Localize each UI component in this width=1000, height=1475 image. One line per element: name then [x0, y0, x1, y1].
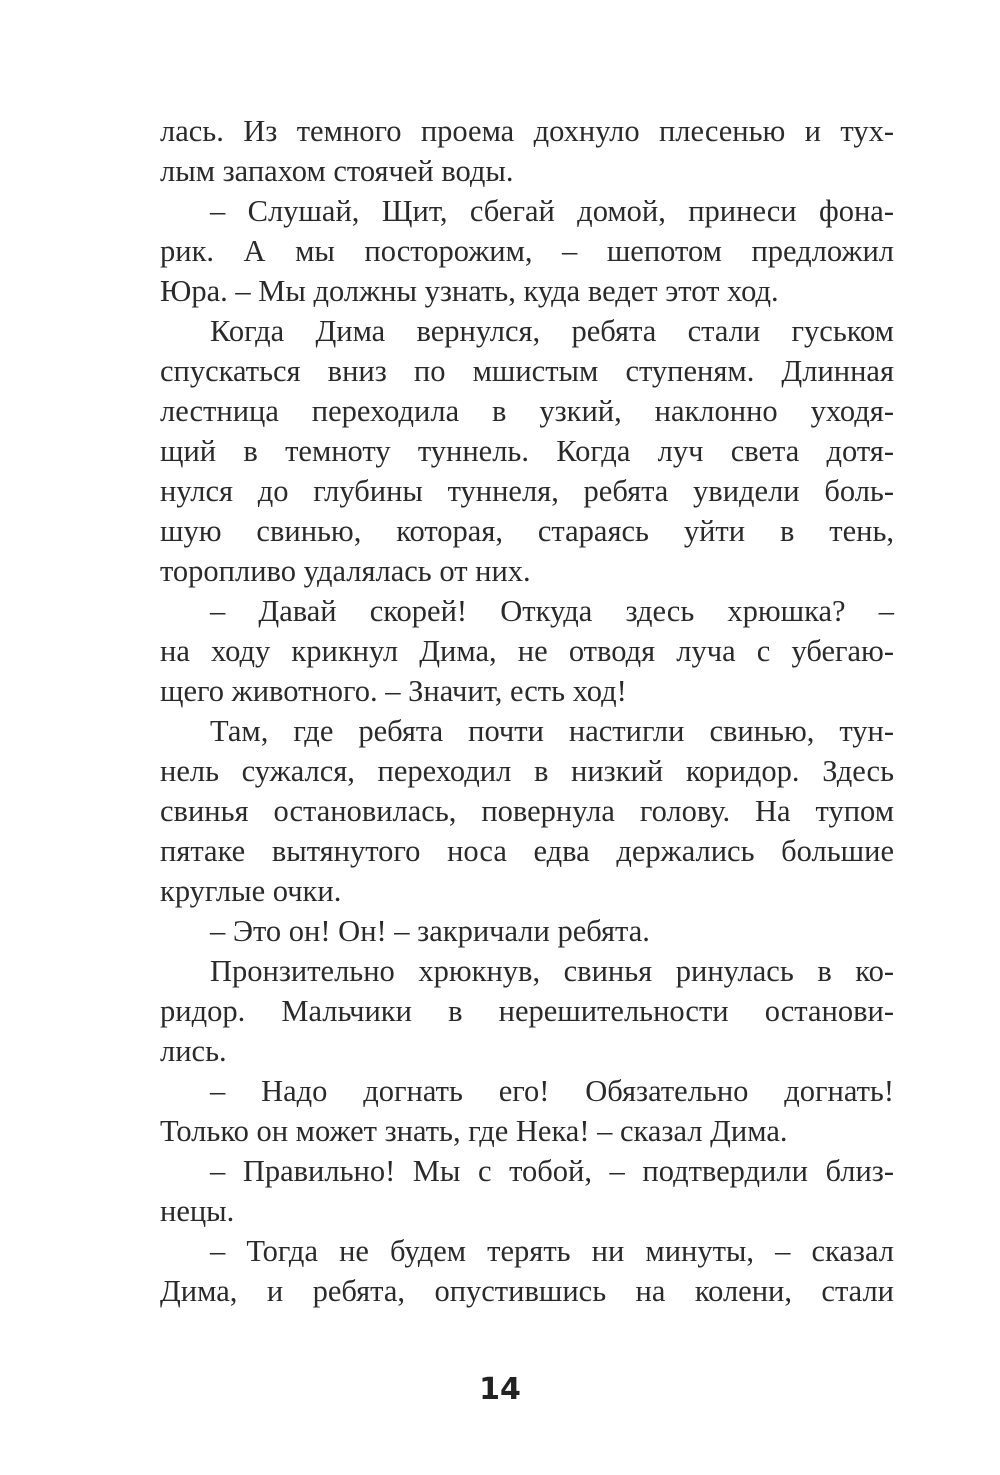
text-line: свинья остановилась, повернула голову. На тупом — [160, 794, 894, 828]
text-line: – Это он! Он! – закричали ребята. — [210, 914, 650, 948]
text-line: нулся до глубины туннеля, ребята увидели боль- — [160, 474, 894, 508]
text-line: – Надо догнать его! Обязательно догнать! — [210, 1074, 894, 1108]
text-line: круглые очки. — [160, 874, 342, 908]
text-line: лестница переходила в узкий, наклонно уходя- — [160, 394, 894, 428]
text-line: пятаке вытянутого носа едва держались большие — [160, 834, 894, 868]
text-line: лись. — [160, 1034, 227, 1068]
text-line: рик. А мы посторожим, – шепотом предложил — [160, 234, 894, 268]
text-line: нель сужался, переходил в низкий коридор. Здесь — [160, 754, 894, 788]
text-line: – Слушай, Щит, сбегай домой, принеси фона- — [210, 194, 894, 228]
text-line: щий в темноту туннель. Когда луч света дотя- — [160, 434, 894, 468]
text-line: – Давай скорей! Откуда здесь хрюшка? – — [210, 594, 894, 628]
text-line: Пронзительно хрюкнув, свинья ринулась в ко- — [210, 954, 894, 988]
text-line: Дима, и ребята, опустившись на колени, стали — [160, 1274, 894, 1308]
text-line: Только он может знать, где Нека! – сказал Дима. — [160, 1114, 788, 1148]
text-line: лась. Из темного проема дохнуло плесенью и тух- — [160, 114, 894, 148]
text-line: – Правильно! Мы с тобой, – подтвердили близ- — [210, 1154, 894, 1188]
text-line: на ходу крикнул Дима, не отводя луча с убегаю- — [160, 634, 894, 668]
page-number: 14 — [479, 1372, 521, 1407]
body-text — [160, 111, 894, 1311]
text-line: щего животного. – Значит, есть ход! — [160, 674, 627, 708]
text-line: шую свинью, которая, стараясь уйти в тень, — [160, 514, 894, 548]
text-line: Юра. – Мы должны узнать, куда ведет этот ход. — [160, 274, 779, 308]
text-line: нецы. — [160, 1194, 235, 1228]
text-line: Когда Дима вернулся, ребята стали гуськом — [210, 314, 894, 348]
text-line: ридор. Мальчики в нерешительности останови- — [160, 994, 894, 1028]
text-line: Там, где ребята почти настигли свинью, тун- — [210, 714, 894, 748]
text-line: спускаться вниз по мшистым ступеням. Длинная — [160, 354, 894, 388]
text-line: – Тогда не будем терять ни минуты, – сказал — [210, 1234, 894, 1268]
text-line: лым запахом стоячей воды. — [160, 154, 514, 188]
text-line: торопливо удалялась от них. — [160, 554, 531, 588]
